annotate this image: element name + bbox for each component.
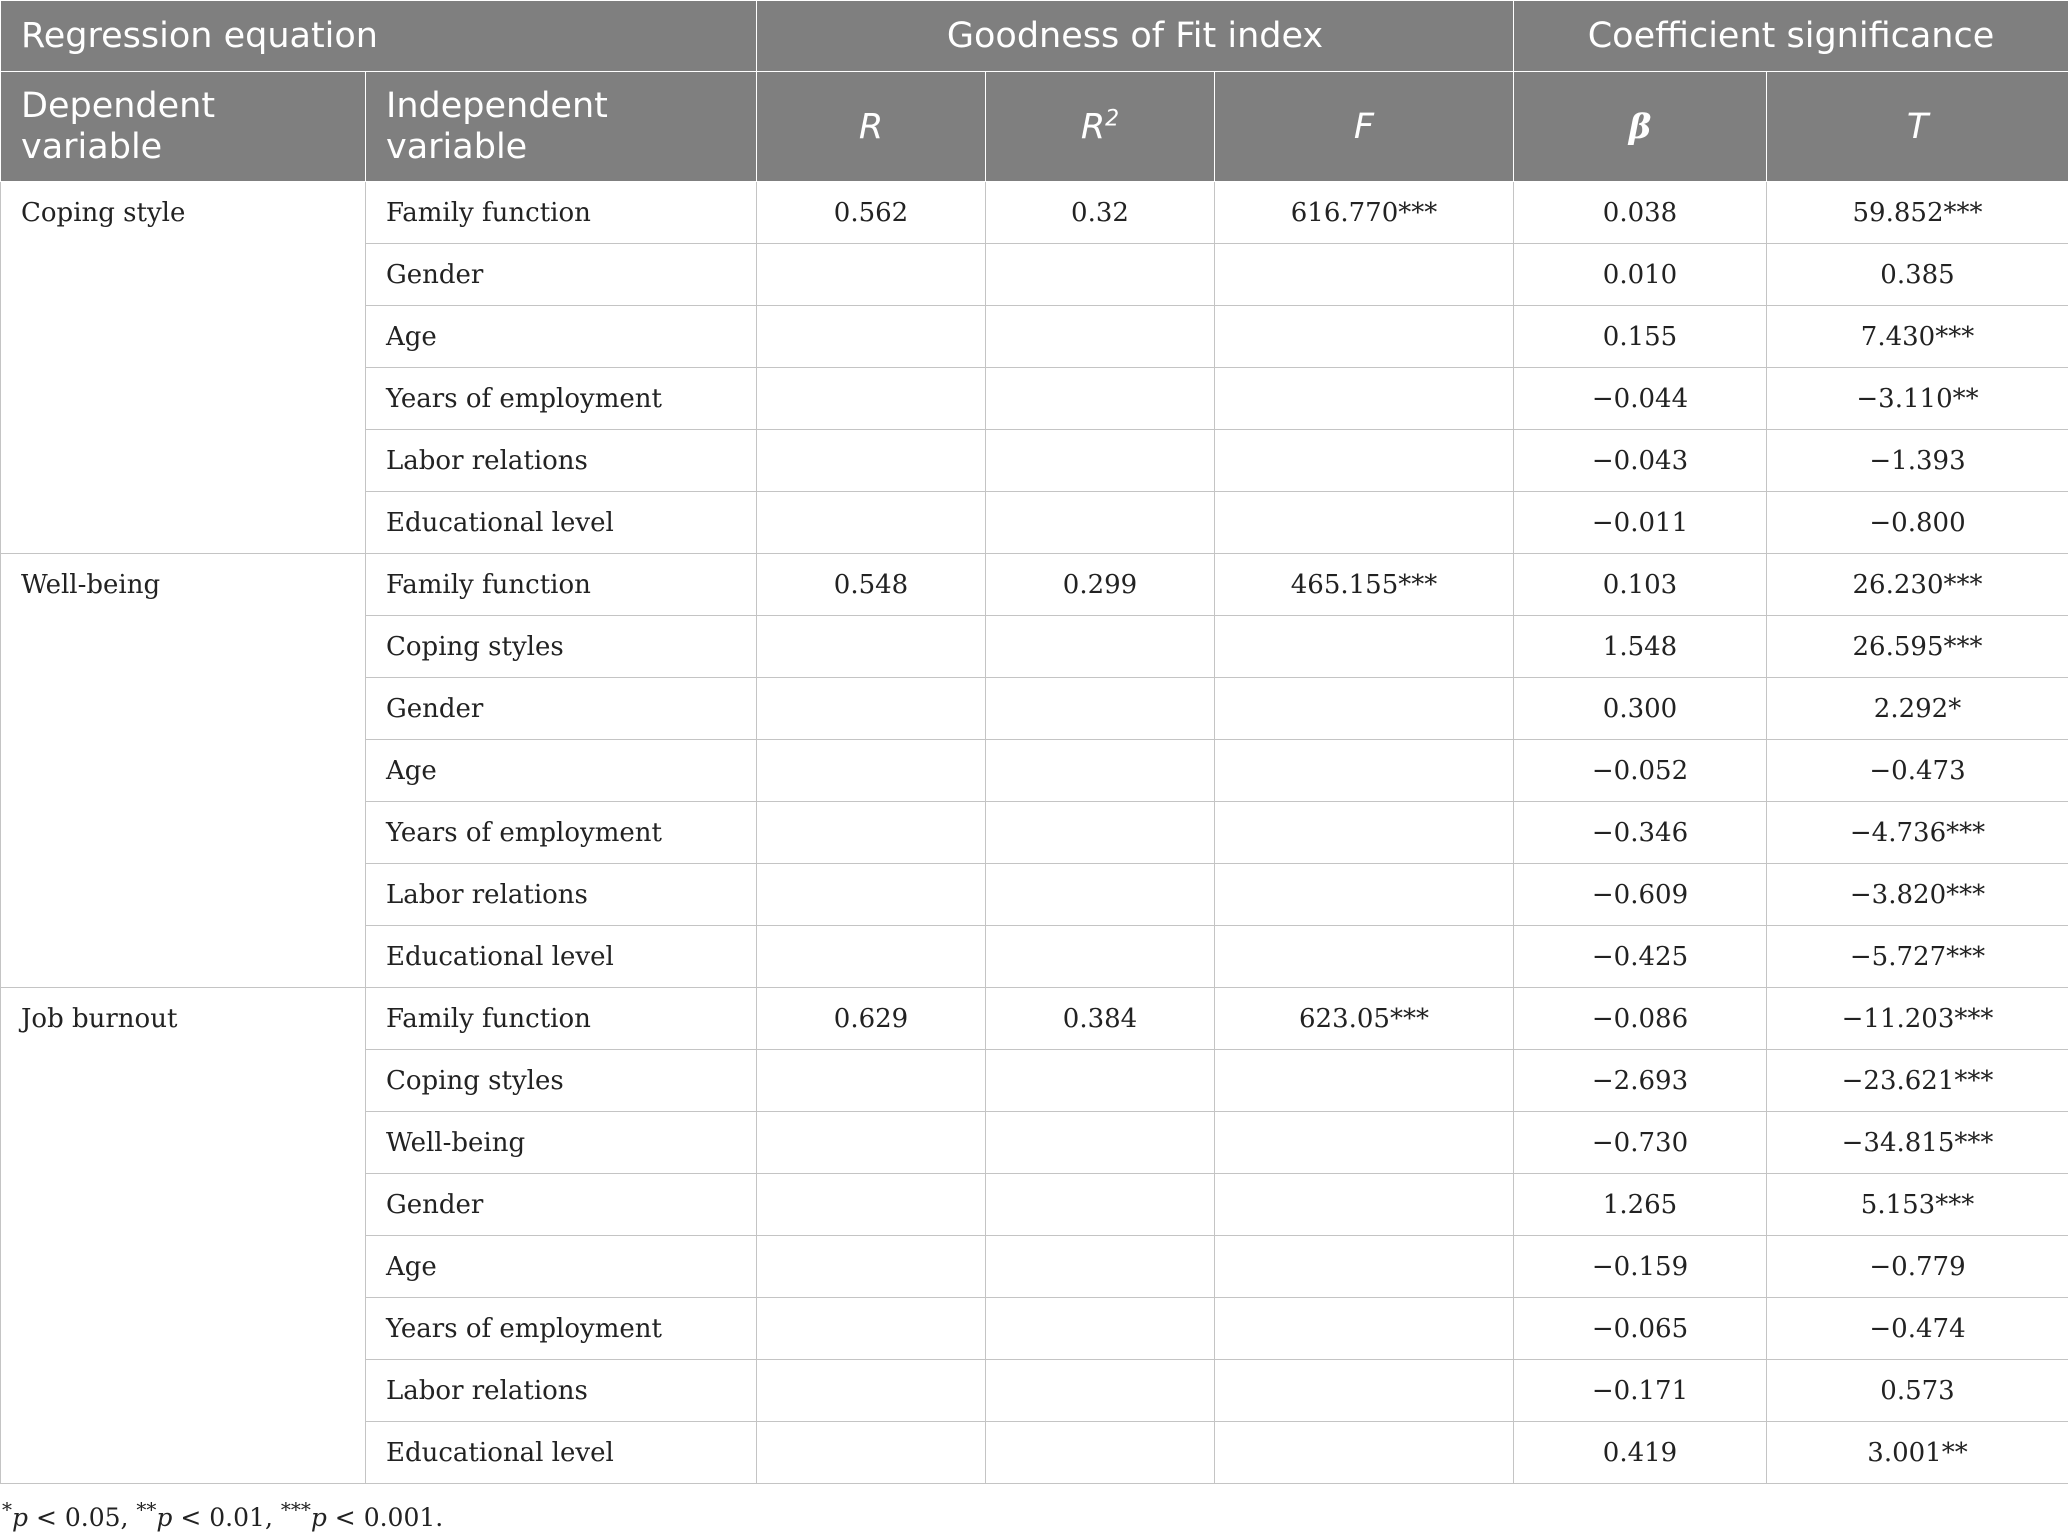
t-cell: −0.474 — [1767, 1298, 2068, 1360]
r-cell: 0.629 — [757, 988, 986, 1050]
independent-variable-cell: Labor relations — [366, 864, 757, 926]
column-header-row — [1, 72, 2068, 182]
r-cell — [757, 306, 986, 368]
r-squared-cell — [986, 740, 1215, 802]
beta-header: β — [1514, 72, 1767, 182]
independent-variable-header: Independent variable — [366, 72, 757, 182]
r-cell — [757, 492, 986, 554]
f-cell — [1215, 616, 1514, 678]
beta-cell: 1.265 — [1514, 1174, 1767, 1236]
r-squared-cell — [986, 1112, 1215, 1174]
beta-cell: −0.086 — [1514, 988, 1767, 1050]
independent-variable-cell: Age — [366, 740, 757, 802]
f-cell — [1215, 678, 1514, 740]
independent-variable-cell: Years of employment — [366, 368, 757, 430]
independent-variable-cell: Family function — [366, 182, 757, 244]
f-header: F — [1215, 72, 1514, 182]
beta-cell: −0.171 — [1514, 1360, 1767, 1422]
footnote — [2, 1498, 443, 1532]
r-squared-cell: 0.32 — [986, 182, 1215, 244]
dependent-variable-cell: Coping style — [1, 182, 366, 554]
t-cell: 2.292* — [1767, 678, 2068, 740]
independent-variable-cell: Educational level — [366, 926, 757, 988]
r-cell — [757, 1236, 986, 1298]
r-squared-cell — [986, 306, 1215, 368]
f-cell — [1215, 802, 1514, 864]
t-cell: 7.430*** — [1767, 306, 2068, 368]
beta-cell: −0.159 — [1514, 1236, 1767, 1298]
f-cell — [1215, 492, 1514, 554]
r-squared-cell — [986, 1360, 1215, 1422]
independent-variable-cell: Years of employment — [366, 1298, 757, 1360]
r-cell — [757, 1112, 986, 1174]
independent-variable-cell: Labor relations — [366, 1360, 757, 1422]
r-squared-cell — [986, 1236, 1215, 1298]
r-squared-cell — [986, 1050, 1215, 1112]
r-squared-cell: 0.299 — [986, 554, 1215, 616]
t-cell: −34.815*** — [1767, 1112, 2068, 1174]
r-cell — [757, 678, 986, 740]
dependent-variable-cell: Job burnout — [1, 988, 366, 1484]
r-squared-base: R — [1080, 106, 1106, 147]
r-squared-cell — [986, 244, 1215, 306]
r-cell: 0.562 — [757, 182, 986, 244]
r-squared-cell — [986, 1298, 1215, 1360]
goodness-of-fit-header: Goodness of Fit index — [757, 1, 1514, 72]
f-cell — [1215, 1298, 1514, 1360]
r-squared-cell — [986, 864, 1215, 926]
f-cell — [1215, 1112, 1514, 1174]
independent-variable-cell: Educational level — [366, 1422, 757, 1484]
r-cell — [757, 244, 986, 306]
f-cell — [1215, 1050, 1514, 1112]
t-cell: 0.573 — [1767, 1360, 2068, 1422]
independent-variable-cell: Gender — [366, 244, 757, 306]
r-cell — [757, 1174, 986, 1236]
beta-cell: 1.548 — [1514, 616, 1767, 678]
t-cell: −23.621*** — [1767, 1050, 2068, 1112]
t-cell: −0.473 — [1767, 740, 2068, 802]
t-cell: −5.727*** — [1767, 926, 2068, 988]
r-cell — [757, 1298, 986, 1360]
t-cell: −1.393 — [1767, 430, 2068, 492]
r-squared-cell — [986, 492, 1215, 554]
r-cell — [757, 1050, 986, 1112]
r-squared-exponent: 2 — [1105, 105, 1120, 131]
t-cell: −3.820*** — [1767, 864, 2068, 926]
beta-cell: 0.010 — [1514, 244, 1767, 306]
r-squared-cell — [986, 802, 1215, 864]
r-squared-cell — [986, 616, 1215, 678]
independent-variable-cell: Coping styles — [366, 1050, 757, 1112]
t-cell: −11.203*** — [1767, 988, 2068, 1050]
r-squared-cell — [986, 368, 1215, 430]
r-cell — [757, 1422, 986, 1484]
beta-cell: −2.693 — [1514, 1050, 1767, 1112]
independent-variable-cell: Years of employment — [366, 802, 757, 864]
independent-variable-cell: Educational level — [366, 492, 757, 554]
beta-cell: −0.346 — [1514, 802, 1767, 864]
f-cell — [1215, 306, 1514, 368]
t-cell: −0.779 — [1767, 1236, 2068, 1298]
dependent-variable-header: Dependent variable — [1, 72, 366, 182]
f-cell: 623.05*** — [1215, 988, 1514, 1050]
f-cell — [1215, 1360, 1514, 1422]
beta-cell: −0.052 — [1514, 740, 1767, 802]
independent-variable-cell: Labor relations — [366, 430, 757, 492]
t-cell: −0.800 — [1767, 492, 2068, 554]
r-cell — [757, 864, 986, 926]
t-cell: −4.736*** — [1767, 802, 2068, 864]
beta-cell: 0.300 — [1514, 678, 1767, 740]
r-cell — [757, 802, 986, 864]
r-squared-header — [986, 72, 1215, 182]
r-cell — [757, 616, 986, 678]
dependent-variable-cell: Well-being — [1, 554, 366, 988]
r-cell — [757, 368, 986, 430]
independent-variable-cell: Gender — [366, 1174, 757, 1236]
beta-cell: −0.044 — [1514, 368, 1767, 430]
table-row — [1, 554, 2068, 616]
r-cell — [757, 926, 986, 988]
t-cell: 26.230*** — [1767, 554, 2068, 616]
table-row — [1, 182, 2068, 244]
beta-cell: 0.103 — [1514, 554, 1767, 616]
r-squared-cell — [986, 926, 1215, 988]
beta-cell: 0.038 — [1514, 182, 1767, 244]
beta-cell: −0.730 — [1514, 1112, 1767, 1174]
f-cell — [1215, 864, 1514, 926]
independent-variable-cell: Family function — [366, 554, 757, 616]
r-cell — [757, 1360, 986, 1422]
footnote-text: *p < 0.05, **p < 0.01, ***p < 0.001. — [2, 1498, 444, 1533]
independent-variable-cell: Gender — [366, 678, 757, 740]
f-cell — [1215, 1174, 1514, 1236]
independent-variable-cell: Family function — [366, 988, 757, 1050]
t-cell: 5.153*** — [1767, 1174, 2068, 1236]
coefficient-significance-header: Coefficient significance — [1514, 1, 2068, 72]
regression-equation-header: Regression equation — [1, 1, 757, 72]
group-header-row — [1, 1, 2068, 72]
r-cell — [757, 430, 986, 492]
f-cell — [1215, 926, 1514, 988]
t-header: T — [1767, 72, 2068, 182]
r-cell — [757, 740, 986, 802]
f-cell — [1215, 244, 1514, 306]
beta-cell: −0.065 — [1514, 1298, 1767, 1360]
r-cell: 0.548 — [757, 554, 986, 616]
independent-variable-cell: Age — [366, 1236, 757, 1298]
independent-variable-cell: Well-being — [366, 1112, 757, 1174]
f-cell — [1215, 1236, 1514, 1298]
r-squared-cell — [986, 430, 1215, 492]
table-body — [1, 182, 2068, 1484]
t-cell: 26.595*** — [1767, 616, 2068, 678]
r-squared-cell: 0.384 — [986, 988, 1215, 1050]
f-cell — [1215, 368, 1514, 430]
beta-cell: −0.425 — [1514, 926, 1767, 988]
beta-cell: 0.419 — [1514, 1422, 1767, 1484]
table-row — [1, 988, 2068, 1050]
f-cell — [1215, 740, 1514, 802]
r-squared-cell — [986, 678, 1215, 740]
f-cell: 465.155*** — [1215, 554, 1514, 616]
f-cell — [1215, 430, 1514, 492]
beta-cell: −0.011 — [1514, 492, 1767, 554]
r-squared-cell — [986, 1174, 1215, 1236]
beta-cell: −0.609 — [1514, 864, 1767, 926]
independent-variable-cell: Age — [366, 306, 757, 368]
t-cell: 0.385 — [1767, 244, 2068, 306]
independent-variable-cell: Coping styles — [366, 616, 757, 678]
r-header: R — [757, 72, 986, 182]
t-cell: −3.110** — [1767, 368, 2068, 430]
f-cell — [1215, 1422, 1514, 1484]
f-cell: 616.770*** — [1215, 182, 1514, 244]
beta-cell: −0.043 — [1514, 430, 1767, 492]
r-squared-cell — [986, 1422, 1215, 1484]
beta-cell: 0.155 — [1514, 306, 1767, 368]
t-cell: 3.001** — [1767, 1422, 2068, 1484]
t-cell: 59.852*** — [1767, 182, 2068, 244]
